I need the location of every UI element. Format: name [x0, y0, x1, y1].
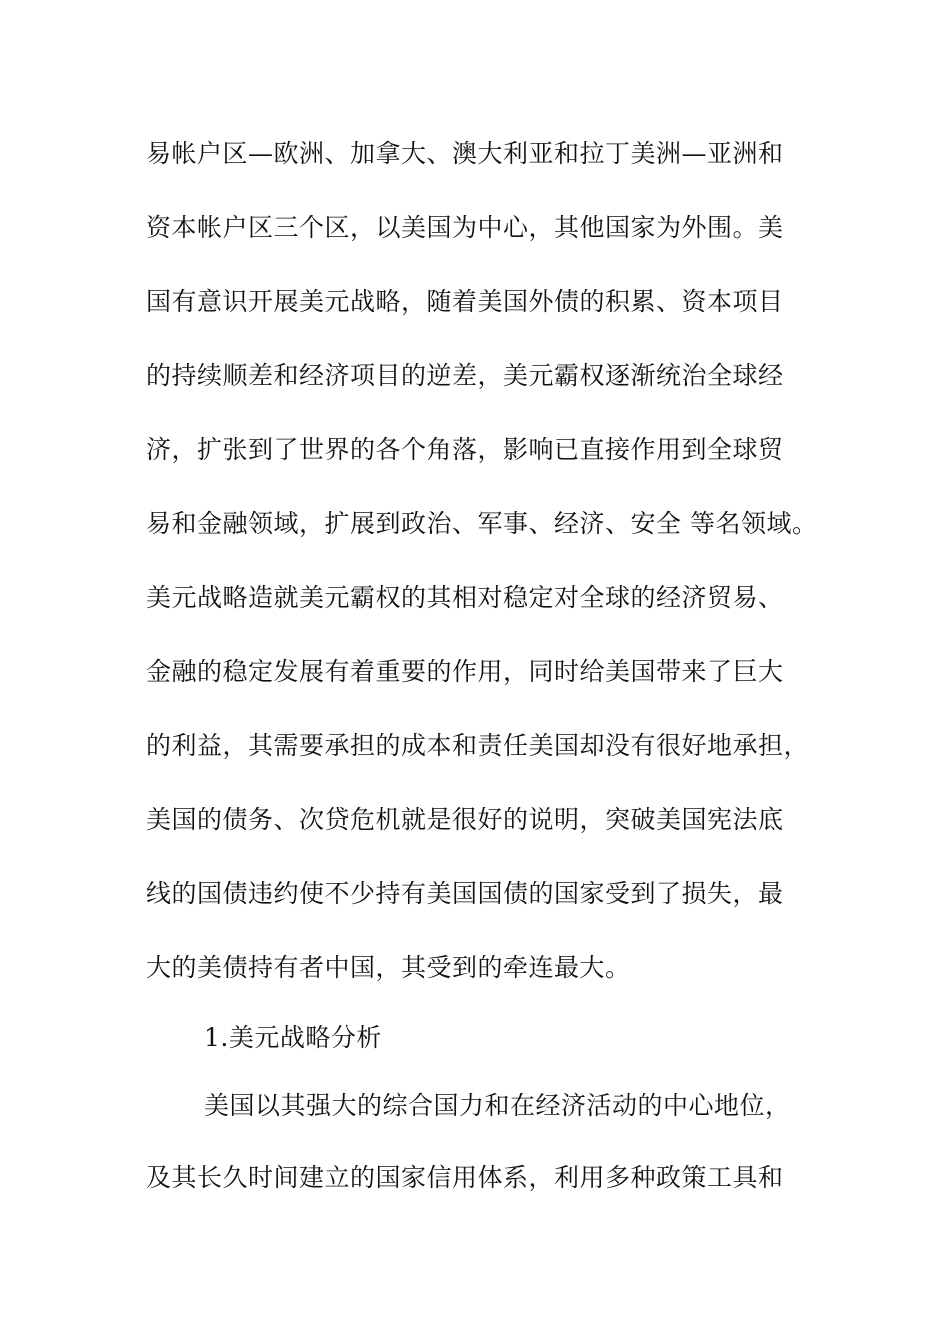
body-text-line: 美国以其强大的综合国力和在经济活动的中心地位， [204, 1091, 791, 1120]
body-text-line: 易和金融领域，扩展到政治、军事、经济、安全 等名领域。 [146, 509, 818, 538]
body-text-line: 国有意识开展美元战略，随着美国外债的积累、资本项目 [146, 287, 784, 316]
body-text-line: 美国的债务、次贷危机就是很好的说明，突破美国宪法底 [146, 805, 784, 834]
body-text-line: 济，扩张到了世界的各个角落，影响已直接作用到全球贸 [146, 435, 784, 464]
body-text-line: 资本帐户区三个区，以美国为中心，其他国家为外围。美 [146, 213, 784, 242]
body-text-line: 美元战略造就美元霸权的其相对稳定对全球的经济贸易、 [146, 583, 784, 612]
body-text-line: 大的美债持有者中国，其受到的牵连最大。 [146, 953, 631, 982]
body-text-line: 的持续顺差和经济项目的逆差，美元霸权逐渐统治全球经 [146, 361, 784, 390]
body-text-line: 及其长久时间建立的国家信用体系，利用多种政策工具和 [146, 1163, 784, 1192]
section-heading: 1.美元战略分析 [204, 1023, 382, 1052]
body-text-line: 的利益，其需要承担的成本和责任美国却没有很好地承担， [146, 731, 810, 760]
body-text-line: 线的国债违约使不少持有美国国债的国家受到了损失，最 [146, 879, 784, 908]
body-text-line: 易帐户区—欧洲、加拿大、澳大利亚和拉丁美洲—亚洲和 [146, 139, 784, 168]
body-text-line: 金融的稳定发展有着重要的作用，同时给美国带来了巨大 [146, 657, 784, 686]
